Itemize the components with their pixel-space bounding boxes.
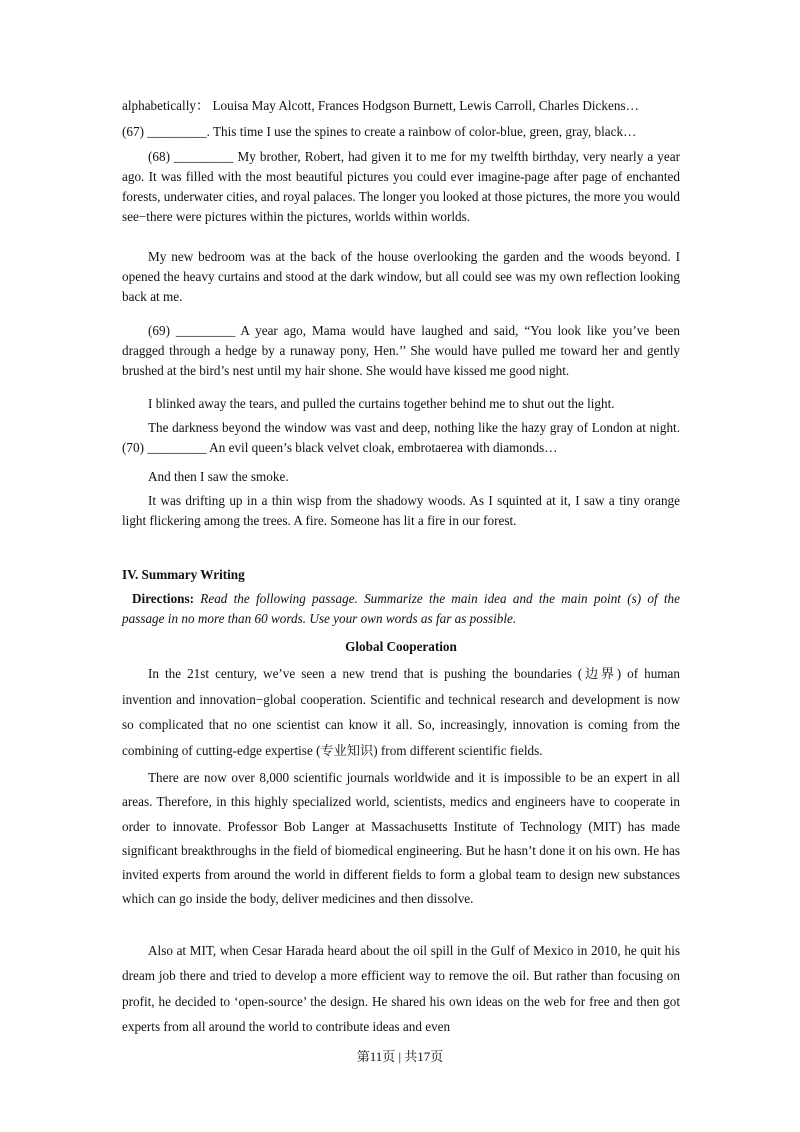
paragraph-global-3: Also at MIT, when Cesar Harada heard about the oil spill in the Gulf of Mexico in 2010, he quit his dream job there and tried to develop a more efficient way to remove the oil. But rather than focusing on profit, he decided to ‘open-source’ the design. He shared his own ideas on the web for free and then got experts from all around the world to contribute ideas and even [122, 943, 680, 1034]
section-heading: IV. Summary Writing [122, 567, 245, 582]
directions-label: Directions: [132, 591, 195, 606]
text-line-67: (67) _________. This time I use the spines to create a rainbow of color-blue, green, gray, black… [122, 124, 637, 139]
paragraph-blinked: I blinked away the tears, and pulled the curtains together behind me to shut out the light. [148, 396, 615, 411]
paragraph-70: The darkness beyond the window was vast and deep, nothing like the hazy gray of London at night. (70) _________ An evil queen’s black velvet cloak, embrotaerea with diamonds… [122, 420, 680, 455]
paragraph-drifting: It was drifting up in a thin wisp from the shadowy woods. As I squinted at it, I saw a tiny orange light flickering among the trees. A fire. Someone has lit a fire in our forest. [122, 493, 680, 528]
paragraph-global-2: There are now over 8,000 scientific journals worldwide and it is impossible to be an expert in all areas. Therefore, in this highly specialized world, scientists, medics and engineers have to cooperate in order to innovate. Professor Bob Langer at Massachusetts Institute of Technology (MIT) has made significant breakthroughs in the field of biomedical engineering. But he hasn’t done it on his own. He has invited experts from around the world in different fields to form a global team to design new substances which can go inside the body, deliver medicines and then dissolve. [122, 770, 680, 907]
paragraph-smoke: And then I saw the smoke. [148, 469, 289, 484]
text-line-alphabetically: alphabetically： Louisa May Alcott, Frances Hodgson Burnett, Lewis Carroll, Charles Dickens… [122, 98, 639, 113]
article-title: Global Cooperation [345, 639, 457, 654]
directions [122, 589, 680, 629]
paragraph-global-1: In the 21st century, we’ve seen a new trend that is pushing the boundaries (边界) of human invention and innovation−global cooperation. Scientific and technical research and development is now so complicated that no one scientist can know it all. So, increasingly, innovation is coming from the combining of cutting-edge expertise (专业知识) from different scientific fields. [122, 666, 680, 758]
directions-text: Read the following passage. Summarize the main idea and the main point (s) of the passage in no more than 60 words. Use your own words as far as possible. [122, 591, 680, 626]
page-number: 第11页 | 共17页 [356, 1049, 444, 1064]
paragraph-69: (69) _________ A year ago, Mama would have laughed and said, “You look like you’ve been dragged through a hedge by a runaway pony, Hen.’’ She would have pulled me toward her and gently brushed at the bird’s nest until my hair shone. She would have kissed me good night. [122, 323, 680, 378]
paragraph-bedroom: My new bedroom was at the back of the house overlooking the garden and the woods beyond. I opened the heavy curtains and stood at the dark window, but all could see was my own reflection looking back at me. [122, 249, 680, 304]
paragraph-68: (68) _________ My brother, Robert, had given it to me for my twelfth birthday, very nearly a year ago. It was filled with the most beautiful pictures you could ever imagine-page after page of enchanted forests, underwater cities, and royal palaces. The longer you looked at those pictures, the more you would see−there were pictures within the pictures, worlds within worlds. [122, 149, 680, 224]
